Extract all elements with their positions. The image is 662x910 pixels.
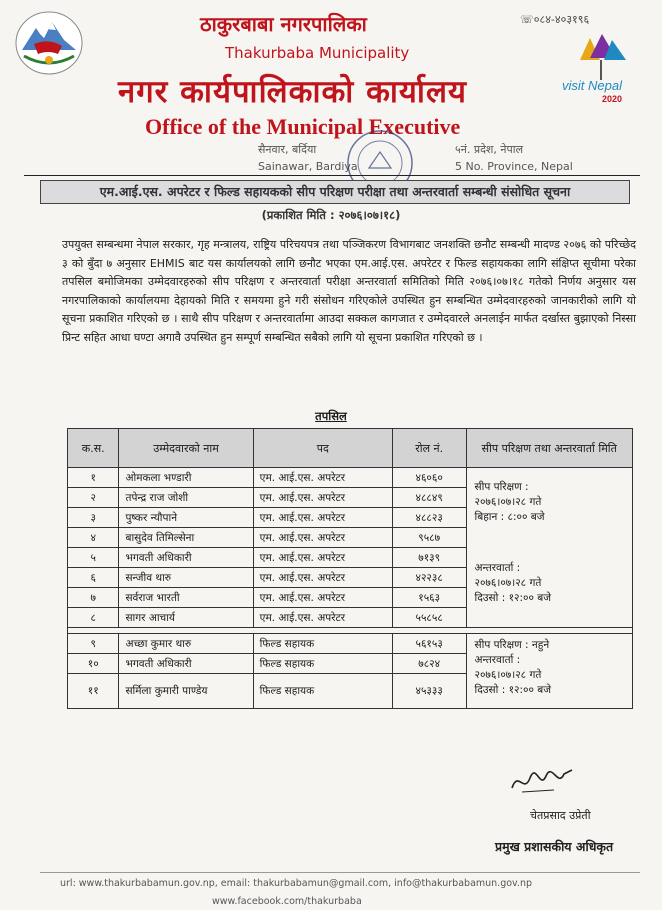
interview-label: अन्तरवार्ता : xyxy=(474,562,521,574)
cell-name: सागर आचार्य xyxy=(119,608,253,628)
address-np: सैनवार, बर्दिया xyxy=(258,143,317,156)
cell-name: बासुदेव तिमिल्सेना xyxy=(119,528,253,548)
published-date: (प्रकाशित मिति : २०७६।०७।१८) xyxy=(261,208,401,222)
skill-test-time: बिहान : ८:०० बजे xyxy=(474,511,545,523)
cell-name: अच्छा कुमार थारु xyxy=(119,634,253,654)
cell-post: फिल्ड सहायक xyxy=(253,634,392,654)
table-header-row xyxy=(68,429,633,468)
cell-sn: ७ xyxy=(68,588,119,608)
phone-number: ☏०८४-४०३१९६ xyxy=(520,13,590,26)
cell-sn: १० xyxy=(68,654,119,674)
skill-test-label: सीप परिक्षण : xyxy=(474,481,529,493)
header-roll: रोल नं. xyxy=(392,429,466,468)
notice-body: उपयुक्त सम्बन्धमा नेपाल सरकार, गृह मन्त्रालय, राष्ट्रिय परिचयपत्र तथा पञ्जिकरण विभागबाट जनशक्ति छनौट सम्बन्धी मादण्ड २०७६ को परिच्छेद ३ को बुँदा ७ अनुसार EHMIS बाट यस कार्यालयको लागि छनौट भएका एम.आई.एस. अपरेटर र फिल्ड सहायकका लागि संक्षिप्त सूचीमा परेका तपसिल बमोजिमका उम्मेदवारहरुको सीप परिक्षण र अन्तरवार्ता परीक्षा अन्तरवार्ता समितिको मिति २०७६।०७।१८ गतेको निर्णय अनुसार यस नगरपालिकाको कार्यालयमा देहायको मिति र समयमा हुने गरी संसोधन गरिएकोले उपस्थित हुन सम्बन्धित उम्मेदवारहरुको जानकारीको लागि यो सूचना प्रकाशित गरिएको छ । साथै सीप परिक्षण र अन्तरवार्तामा आउदा सक्कल कागजात र उम्मेदवारले अनलाईन मार्फत दर्खास्त बुझाएको निस्सा प्रिन्ट सहित आधा घण्टा अगावै उपस्थित हुन सम्पूर्ण सम्बन्धित सबैको लागि यो सूचना प्रकाशित गरिएको छ । xyxy=(62,238,636,344)
cell-sn: ११ xyxy=(68,674,119,709)
cell-sn: १ xyxy=(68,468,119,488)
cell-sn: २ xyxy=(68,488,119,508)
cell-post: फिल्ड सहायक xyxy=(253,674,392,709)
interview-time-2: दिउसो : १२:०० बजे xyxy=(474,684,552,696)
cell-name: सर्वराज भारती xyxy=(119,588,253,608)
table-row xyxy=(68,468,633,488)
cell-roll: ७१३९ xyxy=(392,548,466,568)
cell-sn: ६ xyxy=(68,568,119,588)
cell-sn: ५ xyxy=(68,548,119,568)
municipality-name-np: ठाकुरबाबा नगरपालिका xyxy=(200,12,367,36)
province-np: ५नं. प्रदेश, नेपाल xyxy=(455,143,524,156)
interview-date-2: २०७६।०७।२८ गते xyxy=(474,669,542,681)
cell-roll: ९५८७ xyxy=(392,528,466,548)
cell-name: पुष्कर न्यौपाने xyxy=(119,508,253,528)
cell-post: फिल्ड सहायक xyxy=(253,654,392,674)
table-row xyxy=(68,634,633,654)
cell-name: सर्मिला कुमारी पाण्डेय xyxy=(119,674,253,709)
municipality-name-en: Thakurbaba Municipality xyxy=(225,44,410,62)
cell-post: एम. आई.एस. अपरेटर xyxy=(253,588,392,608)
interview-label-2: अन्तरवार्ता : xyxy=(474,654,521,666)
handwritten-signature xyxy=(508,760,576,798)
cell-sn: ४ xyxy=(68,528,119,548)
cell-sn: ८ xyxy=(68,608,119,628)
cell-roll: ४५३३३ xyxy=(392,674,466,709)
signer-name: चेतप्रसाद उप्रेती xyxy=(530,809,591,822)
cell-sn: ९ xyxy=(68,634,119,654)
visit-year-text: 2020 xyxy=(602,94,623,104)
province-en: 5 No. Province, Nepal xyxy=(455,160,573,173)
visit-nepal-2020-logo xyxy=(560,30,644,110)
header-schedule: सीप परिक्षण तथा अन्तरवार्ता मिति xyxy=(466,429,633,468)
cell-post: एम. आई.एस. अपरेटर xyxy=(253,468,392,488)
header-post: पद xyxy=(253,429,392,468)
cell-roll: ४२२३८ xyxy=(392,568,466,588)
cell-name: भगवती अधिकारी xyxy=(119,654,253,674)
office-title-np: नगर कार्यपालिकाको कार्यालय xyxy=(118,74,467,110)
schedule-cell-group1 xyxy=(466,468,633,628)
cell-post: एम. आई.एस. अपरेटर xyxy=(253,508,392,528)
cell-name: तपेन्द्र राज जोशी xyxy=(119,488,253,508)
cell-roll: १५६३ xyxy=(392,588,466,608)
cell-post: एम. आई.एस. अपरेटर xyxy=(253,548,392,568)
visit-nepal-text: visit Nepal xyxy=(562,78,622,93)
signer-title: प्रमुख प्रशासकीय अधिकृत xyxy=(495,839,614,854)
cell-name: भगवती अधिकारी xyxy=(119,548,253,568)
office-title-en: Office of the Municipal Executive xyxy=(145,114,461,139)
header-divider xyxy=(24,175,640,176)
cell-sn: ३ xyxy=(68,508,119,528)
cell-post: एम. आई.एस. अपरेटर xyxy=(253,608,392,628)
footer-divider xyxy=(40,872,640,873)
skill-test-label-2: सीप परिक्षण : नहुने xyxy=(474,639,550,651)
cell-roll: ४६०६० xyxy=(392,468,466,488)
schedule-cell-group2 xyxy=(466,634,633,709)
table-caption: तपसिल xyxy=(315,409,347,423)
cell-roll: ४८८२३ xyxy=(392,508,466,528)
interview-time: दिउसो : १२:०० बजे xyxy=(474,592,552,604)
nepal-emblem-logo xyxy=(14,10,84,76)
header-sn: क.स. xyxy=(68,429,119,468)
cell-roll: ७८२४ xyxy=(392,654,466,674)
cell-post: एम. आई.एस. अपरेटर xyxy=(253,488,392,508)
address-en: Sainawar, Bardiya xyxy=(258,160,358,173)
candidate-table xyxy=(67,428,633,709)
cell-post: एम. आई.एस. अपरेटर xyxy=(253,528,392,548)
cell-roll: ५६१५३ xyxy=(392,634,466,654)
cell-roll: ५५८५८ xyxy=(392,608,466,628)
cell-name: ओमकला भण्डारी xyxy=(119,468,253,488)
skill-test-date: २०७६।०७।२८ गते xyxy=(474,496,542,508)
header-name: उम्मेदवारको नाम xyxy=(119,429,253,468)
cell-post: एम. आई.एस. अपरेटर xyxy=(253,568,392,588)
footer-contact: url: www.thakurbabamun.gov.np, email: thakurbabamun@gmail.com, info@thakurbabamun.gov.np xyxy=(60,878,532,889)
notice-subject: एम.आई.एस. अपरेटर र फिल्ड सहायकको सीप परिक्षण परीक्षा तथा अन्तरवार्ता सम्बन्धी संसोधित सूचना xyxy=(40,180,630,204)
cell-roll: ४८८४९ xyxy=(392,488,466,508)
cell-name: सन्जीव थारु xyxy=(119,568,253,588)
interview-date: २०७६।०७।२८ गते xyxy=(474,577,542,589)
footer-facebook: www.facebook.com/thakurbaba xyxy=(212,896,362,907)
